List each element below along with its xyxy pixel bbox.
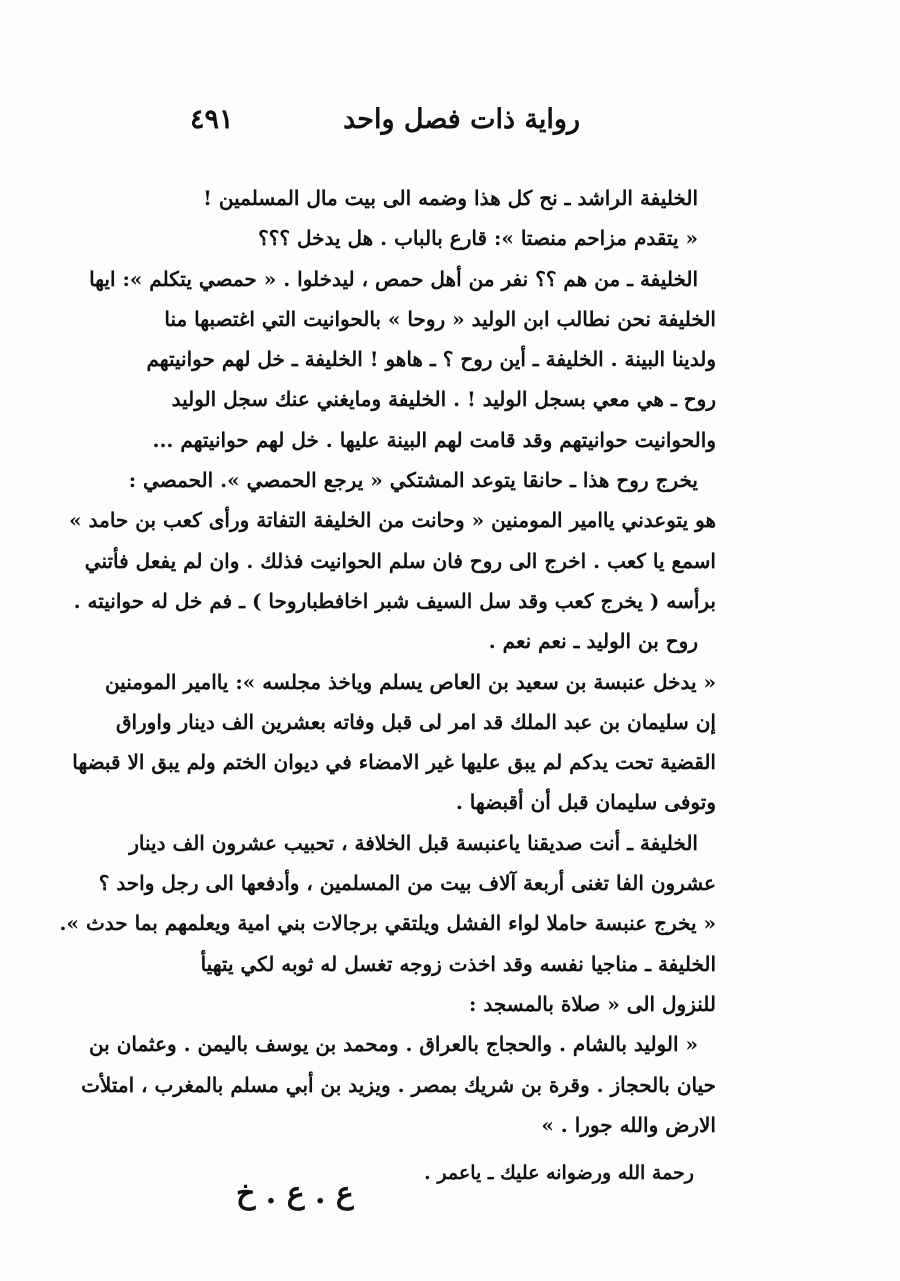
text-line: الخليفة ـ مناجيا نفسه وقد اخذت زوجه تغسل له ثوبه لكي يتهيأ bbox=[200, 951, 716, 976]
text-line: القضية تحت يدكم لم يبق عليها غير الامضاء في ديوان الختم ولم يبق الا قبضها bbox=[72, 750, 716, 775]
text-line: حيان بالحجاز . وقرة بن شريك بمصر . ويزيد بن أبي مسلم بالمغرب ، امتلأت bbox=[81, 1072, 716, 1097]
text-line: والحوانيت حوانيتهم وقد قامت لهم البينة عليها . خل لهم حوانيتهم ... bbox=[152, 427, 716, 452]
running-title: رواية ذات فصل واحد bbox=[343, 104, 580, 135]
closing-line: رحمة الله ورضوانه عليك ـ ياعمر . bbox=[424, 1162, 694, 1184]
text-line: عشرون الفا تغنى أربعة آلاف بيت من المسلمين ، وأدفعها الى رجل واحد ؟ bbox=[98, 871, 716, 896]
page-header bbox=[190, 104, 580, 148]
text-line: روح ـ هي معي بسجل الوليد ! . الخليفة ومايغني عنك سجل الوليد bbox=[171, 387, 716, 412]
text-line: ولدينا البينة . الخليفة ـ أين روح ؟ ـ هاهو ! الخليفة ـ خل لهم حوانيتهم bbox=[146, 347, 716, 372]
text-line: « يتقدم مزاحم منصتا »: قارع بالباب . هل يدخل ؟؟؟ bbox=[258, 226, 698, 251]
body-text bbox=[59, 178, 716, 1145]
page-number: ٤٩١ bbox=[190, 104, 234, 135]
text-line: يخرج روح هذا ـ حانقا يتوعد المشتكي « يرجع الحمصي ». الحمصي : bbox=[128, 468, 698, 493]
text-line: الخليفة ـ من هم ؟؟ نفر من أهل حمص ، ليدخلوا . « حمصي يتكلم »: ايها bbox=[89, 266, 698, 291]
text-line: الخليفة نحن نطالب ابن الوليد « روحا » بالحوانيت التي اغتصبها منا bbox=[164, 306, 716, 331]
text-line: الخليفة الراشد ـ نح كل هذا وضمه الى بيت مال المسلمين ! bbox=[203, 186, 698, 210]
text-line: برأسه ( يخرج كعب وقد سل السيف شبر اخافطباروحا ) ـ فم خل له حوانيته . bbox=[73, 588, 716, 613]
text-line: هو يتوعدني ياامير المومنين « وحانت من الخليفة التفاتة ورأى كعب بن حامد » bbox=[69, 508, 716, 533]
text-line: الخليفة ـ أنت صديقنا ياعنبسة قبل الخلافة ، تحبيب عشرون الف دينار bbox=[129, 830, 698, 855]
text-line: « يخرج عنبسة حاملا لواء الفشل ويلتقي برجالات بني امية ويعلمهم بما حدث ». bbox=[59, 911, 716, 936]
text-line: إن سليمان بن عبد الملك قد امر لى قبل وفاته بعشرين الف دينار واوراق bbox=[115, 709, 716, 734]
text-line: وتوفى سليمان قبل أن أقبضها . bbox=[455, 790, 716, 815]
text-line: اسمع يا كعب . اخرج الى روح فان سلم الحوانيت فذلك . وان لم يفعل فأتني bbox=[84, 548, 716, 573]
text-line: للنزول الى « صلاة بالمسجد : bbox=[469, 991, 716, 1016]
text-line: « يدخل عنبسة بن سعيد بن العاص يسلم وياخذ مجلسه »: ياامير المومنين bbox=[104, 669, 716, 694]
author-initials: ع . ع . خ bbox=[236, 1176, 354, 1211]
text-line: « الوليد بالشام . والحجاج بالعراق . ومحمد بن يوسف باليمن . وعثمان بن bbox=[88, 1032, 698, 1057]
text-line: روح بن الوليد ـ نعم نعم . bbox=[488, 629, 698, 654]
text-line: الارض والله جورا . » bbox=[541, 1112, 716, 1137]
